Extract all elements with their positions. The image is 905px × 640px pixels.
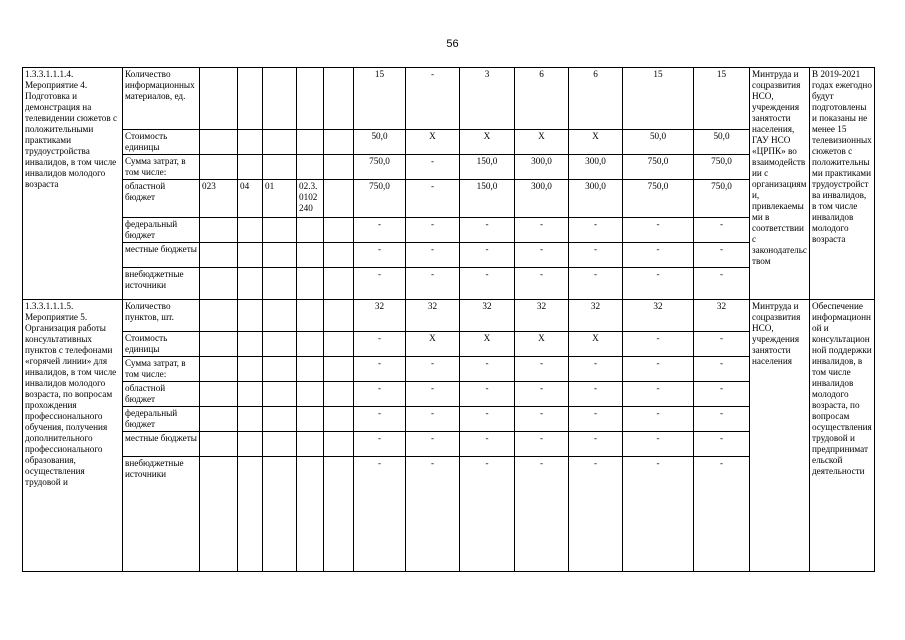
value-cell: -	[569, 357, 623, 382]
budget-code-cell	[297, 332, 324, 357]
budget-code-cell	[263, 332, 297, 357]
value-cell: -	[623, 457, 694, 572]
value-cell: -	[515, 432, 569, 457]
value-cell: -	[515, 357, 569, 382]
value-cell: -	[406, 218, 460, 243]
budget-code-cell	[297, 300, 324, 332]
indicator-label: Сумма затрат, в том числе:	[123, 155, 200, 180]
executor-cell: Минтруда и соцразвития НСО, учреждения занятости населения, ГАУ НСО «ЦРПК» во взаимодействии с организациями, привлекаемыми в соответствии с законодательством	[750, 68, 810, 300]
executor-cell: Минтруда и соцразвития НСО, учреждения занятости населения	[750, 300, 810, 572]
value-cell: -	[569, 382, 623, 407]
budget-code-cell	[297, 432, 324, 457]
value-cell: -	[569, 457, 623, 572]
value-cell: -	[354, 457, 406, 572]
table-row	[23, 243, 875, 268]
budget-code-cell	[200, 243, 238, 268]
value-cell: 3	[460, 68, 515, 130]
table-row	[23, 457, 875, 572]
indicator-label: областной бюджет	[123, 382, 200, 407]
budget-code-cell	[263, 68, 297, 130]
budget-code-cell	[297, 243, 324, 268]
value-cell: -	[623, 332, 694, 357]
indicator-label: Стоимость единицы	[123, 130, 200, 155]
table-row	[23, 218, 875, 243]
indicator-label: Сумма затрат, в том числе:	[123, 357, 200, 382]
table-row	[23, 357, 875, 382]
value-cell: 15	[623, 68, 694, 130]
value-cell: 750,0	[694, 180, 750, 218]
budget-code-cell	[200, 457, 238, 572]
budget-code-cell	[200, 268, 238, 300]
table-row	[23, 300, 875, 332]
value-cell: -	[354, 332, 406, 357]
value-cell: -	[694, 432, 750, 457]
value-cell: 300,0	[569, 155, 623, 180]
value-cell: 750,0	[694, 155, 750, 180]
budget-code-cell	[297, 218, 324, 243]
indicator-label: местные бюджеты	[123, 243, 200, 268]
budget-code-cell	[263, 382, 297, 407]
value-cell: -	[623, 382, 694, 407]
budget-code-cell	[238, 432, 263, 457]
table-row	[23, 130, 875, 155]
table-row	[23, 155, 875, 180]
budget-code-cell	[263, 243, 297, 268]
page-number: 56	[446, 38, 459, 50]
value-cell: -	[354, 357, 406, 382]
value-cell: -	[515, 382, 569, 407]
value-cell: Х	[460, 130, 515, 155]
value-cell: 32	[694, 300, 750, 332]
budget-code-cell	[263, 268, 297, 300]
indicator-label: местные бюджеты	[123, 432, 200, 457]
value-cell: -	[406, 180, 460, 218]
value-cell: Х	[406, 130, 460, 155]
value-cell: -	[623, 432, 694, 457]
budget-code-cell	[263, 155, 297, 180]
value-cell: -	[694, 382, 750, 407]
value-cell: -	[406, 243, 460, 268]
value-cell: -	[406, 357, 460, 382]
value-cell: -	[569, 432, 623, 457]
value-cell: Х	[515, 130, 569, 155]
budget-code-cell	[263, 407, 297, 432]
value-cell: 15	[354, 68, 406, 130]
value-cell: 32	[515, 300, 569, 332]
value-cell: 50,0	[694, 130, 750, 155]
value-cell: -	[354, 407, 406, 432]
budget-code-cell	[200, 332, 238, 357]
value-cell: Х	[460, 332, 515, 357]
indicator-label: Стоимость единицы	[123, 332, 200, 357]
value-cell: -	[460, 457, 515, 572]
value-cell: -	[623, 268, 694, 300]
value-cell: -	[406, 268, 460, 300]
budget-code-cell	[200, 218, 238, 243]
value-cell: -	[569, 268, 623, 300]
budget-code-cell	[297, 155, 324, 180]
budget-code-cell: 01	[263, 180, 297, 218]
value-cell: 32	[406, 300, 460, 332]
value-cell: -	[460, 432, 515, 457]
budget-code-cell	[297, 407, 324, 432]
budget-code-cell	[238, 268, 263, 300]
value-cell: 32	[569, 300, 623, 332]
value-cell: -	[406, 382, 460, 407]
empty-cell	[324, 155, 354, 180]
value-cell: Х	[569, 130, 623, 155]
budget-code-cell	[238, 332, 263, 357]
empty-cell	[324, 268, 354, 300]
value-cell: -	[515, 457, 569, 572]
table-row	[23, 407, 875, 432]
value-cell: 750,0	[354, 180, 406, 218]
value-cell: -	[406, 68, 460, 130]
budget-code-cell: 02.3.0102 240	[297, 180, 324, 218]
budget-code-cell	[200, 300, 238, 332]
budget-code-cell	[263, 432, 297, 457]
table-row	[23, 268, 875, 300]
budget-code-cell	[238, 300, 263, 332]
value-cell: -	[515, 268, 569, 300]
value-cell: -	[354, 382, 406, 407]
value-cell: 15	[694, 68, 750, 130]
indicator-label: Количество пунктов, шт.	[123, 300, 200, 332]
value-cell: -	[569, 243, 623, 268]
value-cell: -	[623, 357, 694, 382]
value-cell: -	[354, 268, 406, 300]
value-cell: -	[569, 407, 623, 432]
budget-code-cell	[200, 407, 238, 432]
budget-code-cell	[200, 130, 238, 155]
value-cell: Х	[515, 332, 569, 357]
table-row	[23, 68, 875, 130]
budget-code-cell	[238, 218, 263, 243]
value-cell: 32	[460, 300, 515, 332]
table-row	[23, 180, 875, 218]
budget-code-cell	[238, 68, 263, 130]
budget-code-cell	[238, 382, 263, 407]
budget-code-cell	[263, 457, 297, 572]
measure-name: 1.3.3.1.1.1.4. Мероприятие 4. Подготовка и демонстрация на телевидении сюжетов с положительными практиками трудоустройства инвалидов, в том числе инвалидов молодого возраста	[23, 68, 123, 300]
budget-code-cell	[200, 357, 238, 382]
value-cell: -	[460, 218, 515, 243]
indicator-label: областной бюджет	[123, 180, 200, 218]
indicator-label: внебюджетные источники	[123, 457, 200, 572]
value-cell: 32	[623, 300, 694, 332]
empty-cell	[324, 130, 354, 155]
budget-code-cell	[263, 300, 297, 332]
value-cell: 300,0	[515, 155, 569, 180]
table-row	[23, 382, 875, 407]
empty-cell	[324, 382, 354, 407]
value-cell: -	[406, 155, 460, 180]
budget-code-cell	[263, 130, 297, 155]
value-cell: -	[515, 243, 569, 268]
empty-cell	[324, 243, 354, 268]
value-cell: -	[406, 432, 460, 457]
budget-code-cell	[263, 218, 297, 243]
indicator-label: внебюджетные источники	[123, 268, 200, 300]
value-cell: -	[515, 218, 569, 243]
value-cell: -	[460, 382, 515, 407]
empty-cell	[324, 180, 354, 218]
table-row	[23, 432, 875, 457]
value-cell: -	[406, 407, 460, 432]
empty-cell	[324, 68, 354, 130]
value-cell: -	[460, 407, 515, 432]
budget-code-cell	[238, 457, 263, 572]
value-cell: -	[406, 457, 460, 572]
value-cell: 6	[569, 68, 623, 130]
value-cell: 32	[354, 300, 406, 332]
empty-cell	[324, 407, 354, 432]
value-cell: -	[694, 332, 750, 357]
budget-code-cell	[297, 68, 324, 130]
budget-code-cell	[200, 382, 238, 407]
budget-code-cell	[200, 155, 238, 180]
value-cell: -	[515, 407, 569, 432]
value-cell: -	[694, 268, 750, 300]
budget-code-cell	[238, 407, 263, 432]
empty-cell	[324, 432, 354, 457]
budget-code-cell	[238, 357, 263, 382]
empty-cell	[324, 457, 354, 572]
value-cell: 150,0	[460, 155, 515, 180]
budget-code-cell	[238, 243, 263, 268]
indicator-label: федеральный бюджет	[123, 407, 200, 432]
result-cell: Обеспечение информационной и консультационной поддержки инвалидов, в том числе инвалидов молодого возраста, по вопросам осуществления трудовой и предпринимательской деятельности	[810, 300, 875, 572]
result-cell: В 2019-2021 годах ежегодно будут подготовлены и показаны не менее 15 телевизионных сюжетов с положительными практиками трудоустройства инвалидов, в том числе инвалидов молодого возраста	[810, 68, 875, 300]
value-cell: -	[694, 357, 750, 382]
value-cell: Х	[569, 332, 623, 357]
empty-cell	[324, 332, 354, 357]
value-cell: -	[354, 218, 406, 243]
value-cell: -	[354, 432, 406, 457]
value-cell: -	[354, 243, 406, 268]
budget-code-cell	[200, 432, 238, 457]
value-cell: 300,0	[515, 180, 569, 218]
value-cell: -	[694, 218, 750, 243]
value-cell: Х	[406, 332, 460, 357]
budget-code-cell	[263, 357, 297, 382]
value-cell: -	[460, 243, 515, 268]
value-cell: 750,0	[623, 180, 694, 218]
empty-cell	[324, 218, 354, 243]
value-cell: -	[460, 357, 515, 382]
budget-code-cell	[238, 130, 263, 155]
value-cell: -	[694, 407, 750, 432]
value-cell: -	[694, 457, 750, 572]
budget-code-cell	[297, 457, 324, 572]
value-cell: 6	[515, 68, 569, 130]
empty-cell	[324, 357, 354, 382]
value-cell: -	[569, 218, 623, 243]
value-cell: -	[623, 218, 694, 243]
empty-cell	[324, 300, 354, 332]
value-cell: 300,0	[569, 180, 623, 218]
value-cell: -	[623, 407, 694, 432]
value-cell: -	[460, 268, 515, 300]
budget-code-cell	[297, 268, 324, 300]
budget-code-cell	[238, 155, 263, 180]
value-cell: 750,0	[623, 155, 694, 180]
budget-code-cell	[200, 68, 238, 130]
value-cell: -	[623, 243, 694, 268]
budget-code-cell: 023	[200, 180, 238, 218]
budget-code-cell	[297, 130, 324, 155]
budget-code-cell	[297, 382, 324, 407]
budget-code-cell	[297, 357, 324, 382]
value-cell: 50,0	[354, 130, 406, 155]
table-row	[23, 332, 875, 357]
measure-name: 1.3.3.1.1.1.5. Мероприятие 5. Организация работы консультативных пунктов с телефонами «горячей линии» для инвалидов, в том числе инвалидов молодого возраста, по вопросам прохождения профессионального обучения, получения дополнительного профессионального образования, осуществления трудовой и	[23, 300, 123, 572]
value-cell: 750,0	[354, 155, 406, 180]
value-cell: 150,0	[460, 180, 515, 218]
program-table	[22, 67, 875, 572]
value-cell: -	[694, 243, 750, 268]
indicator-label: Количество информационных материалов, ед.	[123, 68, 200, 130]
budget-code-cell: 04	[238, 180, 263, 218]
value-cell: 50,0	[623, 130, 694, 155]
indicator-label: федеральный бюджет	[123, 218, 200, 243]
